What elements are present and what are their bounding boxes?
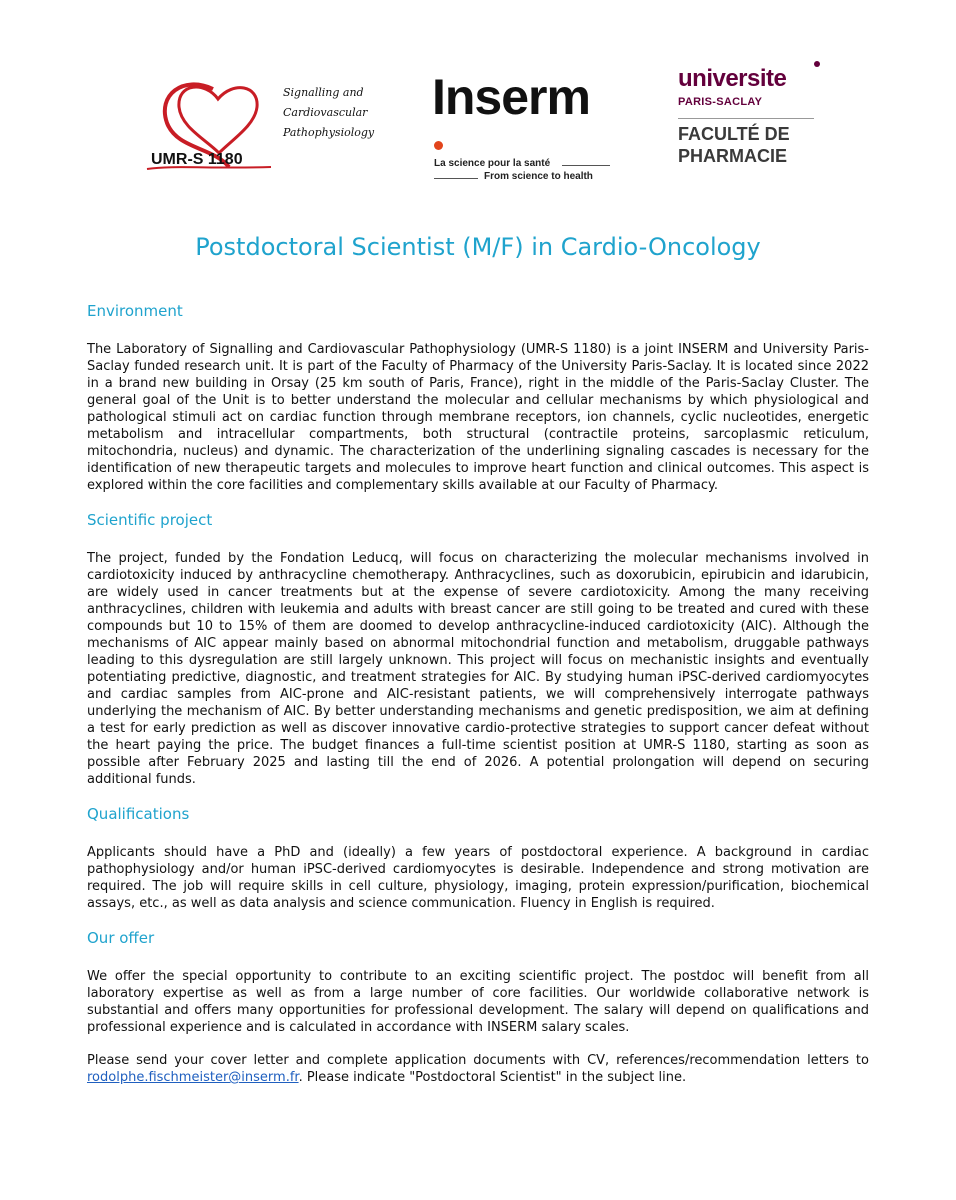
- inserm-divider: [562, 165, 610, 166]
- inserm-wordmark: Inserm: [432, 69, 590, 125]
- inserm-tagline-en: From science to health: [484, 171, 593, 182]
- offer-text: We offer the special opportunity to contribute to an exciting scientific project. The postdoc will benefit from all laboratory expertise as well as from a large number of core facilities. Our worldwide collaborative network is substantial and offers many opportunities for professional development. The salary will depend on qualifications and professional experience and is calculated in accordance with INSERM salary scales.: [87, 969, 869, 1035]
- lab-name: [283, 83, 374, 143]
- section-heading-project: Scientific project: [87, 511, 213, 529]
- apply-text-after: . Please indicate "Postdoctoral Scientist" in the subject line.: [298, 1070, 687, 1085]
- lab-code: UMR-S 1180: [151, 151, 243, 168]
- section-heading-offer: Our offer: [87, 929, 155, 947]
- application-instructions: [87, 1052, 869, 1086]
- lab-logo: [143, 69, 393, 179]
- inserm-dot-icon: [434, 141, 443, 150]
- apply-text-before: Please send your cover letter and complete application documents with CV, references/recommendation letters to: [87, 1053, 869, 1068]
- accent-dot-icon: [814, 61, 820, 67]
- faculty-line-1: FACULTÉ DE: [678, 124, 790, 144]
- section-heading-environment: Environment: [87, 302, 183, 320]
- contact-email-link[interactable]: rodolphe.fischmeister@inserm.fr: [87, 1070, 299, 1085]
- university-divider: [678, 118, 814, 119]
- qualifications-text: Applicants should have a PhD and (ideally) a few years of postdoctoral experience. A background in cardiac pathophysiology and/or human iPSC-derived cardiomyocytes is desirable. Independence and strong motivation are required. The job will require skills in cell culture, physiology, imaging, protein expression/purification, biochemical assays, etc., as well as data analysis and science communication. Fluency in English is required.: [87, 845, 869, 911]
- job-description: [87, 301, 869, 1102]
- project-text: The project, funded by the Fondation Leducq, will focus on characterizing the molecular mechanisms involved in cardiotoxicity induced by anthracycline chemotherapy. Anthracyclines, such as doxorubicin, epirubicin and idarubicin, are widely used in cancer treatments but at the expense of severe cardiotoxicity. Among the many receiving anthracyclines, children with leukemia and adults with breast cancer are still going to be treated and cured with these compounds but 10 to 15% of them are doomed to develop anthracycline-induced cardiotoxicity (AIC). Although the mechanisms of AIC appear mainly based on abnormal mitochondrial function and metabolism, druggable pathways leading to this dysregulation are still largely unknown. This project will focus on mechanistic insights and eventually potentiating predictive, diagnostic, and treatment strategies for AIC. By studying human iPSC-derived cardiomyocytes and cardiac samples from AIC-prone and AIC-resistant patients, we will comprehensively interrogate pathways underlying the mechanism of AIC. By better understanding mechanisms and genetic predisposition, we aim at defining a test for early prediction as well as discover innovative cardio-protective strategies to support cancer defeat without the heart paying the price. The budget finances a full-time scientist position at UMR-S 1180, starting as soon as possible after February 2025 and lasting till the end of 2026. A potential prolongation will depend on securing additional funds.: [87, 551, 869, 787]
- inserm-tagline-fr: La science pour la santé: [434, 158, 551, 169]
- university-wordmark: universite: [678, 65, 787, 92]
- environment-text: The Laboratory of Signalling and Cardiovascular Pathophysiology (UMR-S 1180) is a joint INSERM and University Paris-Saclay funded research unit. It is part of the Faculty of Pharmacy of the University Paris-Saclay. It is located since 2022 in a brand new building in Orsay (25 km south of Paris, France), right in the middle of the Paris-Saclay Cluster. The general goal of the Unit is to better understand the molecular and cellular mechanisms by which physiological and pathological stimuli act on cardiac function through membrane receptors, ion channels, cyclic nucleotides, energetic metabolism and intracellular compartments, both structural (contractile proteins, sarcoplasmic reticulum, mitochondria, nucleus) and dynamic. The characterization of the underlining signaling cascades is necessary for the identification of new therapeutic targets and molecules to improve heart function and clinical outcomes. This aspect is explored within the core facilities and complementary skills available at our Faculty of Pharmacy.: [87, 342, 869, 493]
- faculty-line-2: PHARMACIE: [678, 146, 788, 166]
- lab-name-line-3: Pathophysiology: [283, 126, 375, 139]
- page-title: Postdoctoral Scientist (M/F) in Cardio-Oncology: [195, 233, 761, 261]
- university-logo: [678, 61, 828, 181]
- inserm-logo: [432, 69, 622, 183]
- logo-bar: [0, 55, 956, 185]
- university-subname: PARIS-SACLAY: [678, 96, 763, 108]
- lab-name-line-1: Signalling and: [283, 86, 364, 99]
- faculty-name: [678, 123, 790, 167]
- inserm-divider: [434, 178, 478, 179]
- lab-name-line-2: Cardiovascular: [283, 106, 368, 119]
- section-heading-qualifications: Qualifications: [87, 805, 190, 823]
